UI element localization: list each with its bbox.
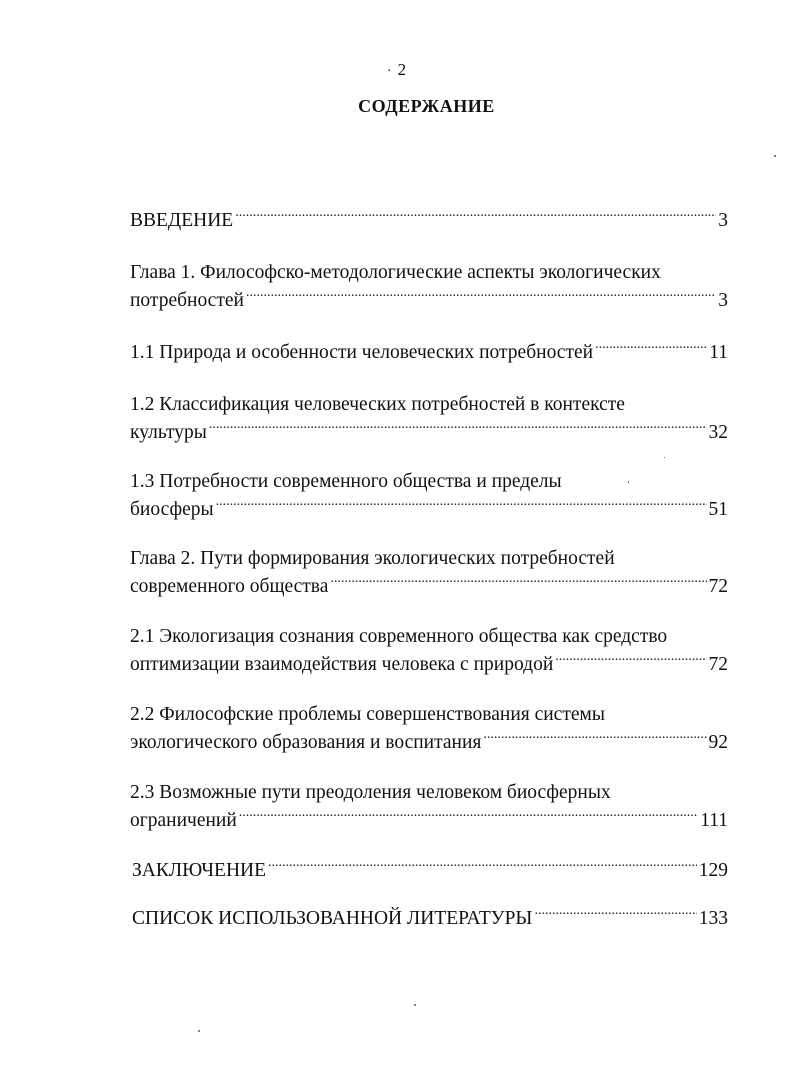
toc-entry-bibliography[interactable] [132, 904, 728, 932]
page-number-value: 2 [397, 60, 407, 79]
page-title: СОДЕРЖАНИЕ [358, 96, 495, 116]
dot-leader [239, 806, 698, 826]
dot-leader [268, 856, 697, 876]
dot-leader [209, 418, 707, 438]
toc-entry-section-1-3[interactable] [130, 469, 728, 523]
toc-entry-title: ЗАКЛЮЧЕНИЕ [132, 859, 267, 881]
dot-leader [246, 286, 716, 306]
dot-leader [235, 206, 716, 226]
toc-entry-page: 3 [718, 209, 728, 231]
toc-entry-title-line: 2.2 Философские проблемы совершенствования системы [130, 704, 605, 725]
toc-entry-section-1-2[interactable] [130, 392, 728, 446]
toc-entry-page: 111 [700, 809, 728, 831]
toc-entry-page: 3 [718, 289, 728, 311]
toc-entry-title: ограничений [130, 809, 237, 831]
scan-speck [628, 481, 629, 483]
dot-leader [534, 904, 696, 924]
toc-entry-section-2-3[interactable] [130, 780, 728, 834]
toc-entry-title: биосферы [130, 498, 214, 520]
scan-speck [664, 457, 665, 458]
toc-entry-page: 51 [708, 498, 728, 520]
dot-leader [483, 728, 706, 748]
toc-entry-page: 133 [698, 907, 728, 929]
dot-leader [330, 572, 706, 592]
toc-entry-title: СПИСОК ИСПОЛЬЗОВАННОЙ ЛИТЕРАТУРЫ [132, 907, 533, 929]
toc-entry-title: оптимизации взаимодействия человека с природой [130, 653, 554, 675]
toc-entry-page: 72 [708, 653, 728, 675]
toc-entry-section-2-2[interactable] [130, 702, 728, 756]
toc-entry-title: современного общества [130, 575, 329, 597]
toc-entry-page: 92 [708, 731, 728, 753]
toc-entry-title: культуры [130, 421, 207, 443]
toc-entry-introduction[interactable] [130, 206, 728, 234]
toc-entry-section-2-1[interactable] [130, 624, 728, 678]
scan-mark: · [386, 64, 392, 79]
toc-entry-conclusion[interactable] [132, 856, 728, 884]
toc-entry-chapter-1[interactable] [130, 260, 728, 314]
dot-leader [595, 338, 707, 358]
toc-entry-page: 11 [709, 341, 728, 363]
toc-entry-page: 72 [708, 575, 728, 597]
toc-entry-title: потребностей [130, 289, 244, 311]
toc-entry-page: 32 [708, 421, 728, 443]
toc-entry-title-line: Глава 1. Философско-методологические аспекты экологических [130, 262, 661, 283]
toc-entry-title: ВВЕДЕНИЕ [130, 209, 234, 231]
toc-entry-chapter-2[interactable] [130, 546, 728, 600]
toc-entry-title-line: 1.2 Классификация человеческих потребностей в контексте [130, 394, 625, 415]
toc-entry-page: 129 [698, 859, 728, 881]
toc-entry-title-line: 2.1 Экологизация сознания современного общества как средство [130, 626, 668, 647]
scan-speck [198, 1030, 200, 1032]
scan-speck [414, 1004, 416, 1006]
toc-entry-title-line: Глава 2. Пути формирования экологических потребностей [130, 548, 615, 569]
dot-leader [216, 495, 707, 515]
toc-entry-section-1-1[interactable] [130, 338, 728, 366]
toc-entry-title: 1.1 Природа и особенности человеческих потребностей [130, 341, 594, 363]
toc-entry-title-line: 2.3 Возможные пути преодоления человеком биосферных [130, 782, 611, 803]
dot-leader [555, 650, 706, 670]
toc-entry-title: экологического образования и воспитания [130, 731, 482, 753]
scan-speck [774, 155, 776, 157]
toc-entry-title-line: 1.3 Потребности современного общества и пределы [130, 471, 562, 492]
